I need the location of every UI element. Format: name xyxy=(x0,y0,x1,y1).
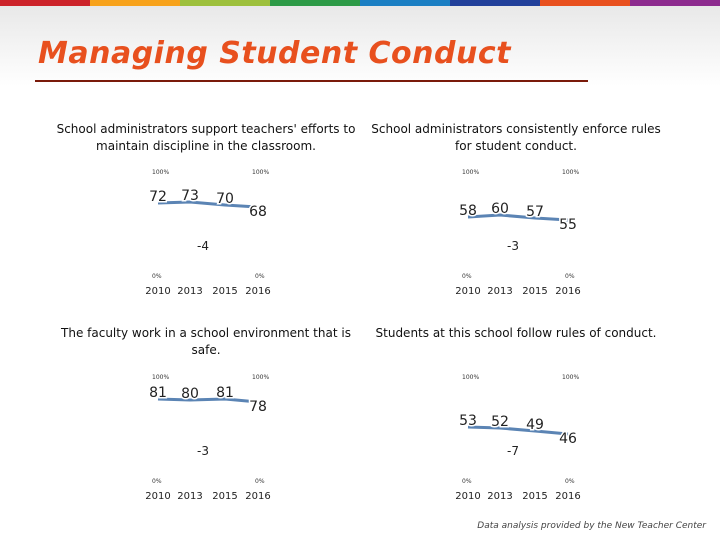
x-tick-label: 2013 xyxy=(177,491,203,502)
page-title: Managing Student Conduct xyxy=(38,36,511,71)
x-tick-label: 2016 xyxy=(245,286,271,297)
axis-right-top-label: 100% xyxy=(562,169,580,176)
data-label: 60 xyxy=(491,201,509,217)
axis-left-top-label: 100% xyxy=(462,374,480,381)
axis-right-top-label: 100% xyxy=(252,374,270,381)
axis-left-top-label: 100% xyxy=(462,169,480,176)
data-label: 68 xyxy=(249,204,267,220)
data-label: 73 xyxy=(181,188,199,204)
axis-right-bottom-label: 0% xyxy=(565,478,575,485)
data-label: 53 xyxy=(459,413,477,429)
data-label: 52 xyxy=(491,414,509,430)
series-line xyxy=(158,399,258,402)
data-label: 70 xyxy=(216,191,234,207)
x-tick-label: 2015 xyxy=(212,286,238,297)
series-line xyxy=(468,427,568,434)
x-tick-label: 2010 xyxy=(455,286,481,297)
chart-title-4: Students at this school follow rules of conduct. xyxy=(375,326,657,340)
x-tick-label: 2013 xyxy=(487,491,513,502)
series-line xyxy=(158,202,258,207)
x-tick-label: 2010 xyxy=(145,491,171,502)
axis-right-bottom-label: 0% xyxy=(255,478,265,485)
x-tick-label: 2015 xyxy=(212,491,238,502)
data-label: 58 xyxy=(459,203,477,219)
data-label: 55 xyxy=(559,217,577,233)
line-chart-1 xyxy=(140,160,300,300)
axis-right-bottom-label: 0% xyxy=(255,273,265,280)
change-label: -3 xyxy=(197,444,209,458)
line-chart-4 xyxy=(450,365,610,505)
change-label: -3 xyxy=(507,239,519,253)
data-label: 81 xyxy=(216,385,234,401)
x-tick-label: 2015 xyxy=(522,491,548,502)
axis-left-bottom-label: 0% xyxy=(462,273,472,280)
title-underline xyxy=(35,80,588,82)
footer-credit: Data analysis provided by the New Teacher Center xyxy=(477,521,706,531)
x-tick-label: 2010 xyxy=(145,286,171,297)
line-chart-3 xyxy=(140,365,300,505)
change-label: -4 xyxy=(197,239,209,253)
chart-title-3: The faculty work in a school environment that is safe. xyxy=(61,326,351,357)
change-label: -7 xyxy=(507,444,519,458)
axis-left-bottom-label: 0% xyxy=(152,478,162,485)
data-label: 72 xyxy=(149,189,167,205)
axis-right-top-label: 100% xyxy=(562,374,580,381)
axis-left-bottom-label: 0% xyxy=(152,273,162,280)
data-label: 78 xyxy=(249,399,267,415)
line-chart-2 xyxy=(450,160,610,300)
x-tick-label: 2015 xyxy=(522,286,548,297)
axis-left-top-label: 100% xyxy=(152,374,170,381)
x-tick-label: 2016 xyxy=(555,286,581,297)
data-label: 49 xyxy=(526,417,544,433)
chart-title-1: School administrators support teachers' efforts to maintain discipline in the classroom. xyxy=(56,122,356,153)
x-tick-label: 2010 xyxy=(455,491,481,502)
data-label: 81 xyxy=(149,385,167,401)
axis-left-bottom-label: 0% xyxy=(462,478,472,485)
x-tick-label: 2016 xyxy=(555,491,581,502)
axis-right-top-label: 100% xyxy=(252,169,270,176)
x-tick-label: 2013 xyxy=(177,286,203,297)
axis-left-top-label: 100% xyxy=(152,169,170,176)
x-tick-label: 2016 xyxy=(245,491,271,502)
data-label: 80 xyxy=(181,386,199,402)
data-label: 46 xyxy=(559,431,577,447)
data-label: 57 xyxy=(526,204,544,220)
axis-right-bottom-label: 0% xyxy=(565,273,575,280)
series-line xyxy=(468,215,568,220)
chart-title-2: School administrators consistently enforce rules for student conduct. xyxy=(371,122,661,153)
x-tick-label: 2013 xyxy=(487,286,513,297)
